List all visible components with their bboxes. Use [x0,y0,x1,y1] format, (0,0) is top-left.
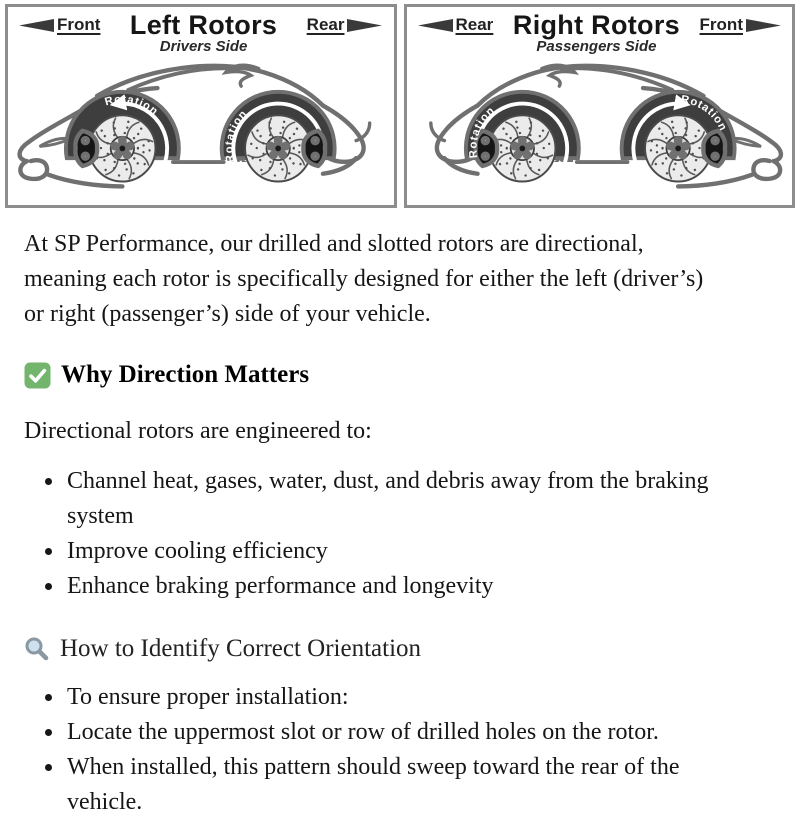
panel-title: Left Rotors [129,10,278,40]
left-rotors-panel [5,4,397,208]
right-panel-header [407,7,793,55]
intro-paragraph: At SP Performance, our drilled and slotted rotors are directional, meaning each rotor is specifically designed for either the left (driver’s) or right (passenger’s) side of your vehicle. [24,231,704,327]
front-direction-indicator [18,15,100,35]
list-item: • When installed, this pattern should sweep toward the rear of the vehicle. [65,750,720,820]
why-section-lead: Directional rotors are engineered to: [24,418,372,444]
rotor-direction-diagram [0,0,800,208]
rear-label: Rear [306,15,345,34]
right-car-illustration [407,53,793,201]
rear-direction-indicator [307,15,384,35]
arrow-right-icon [347,18,383,33]
rotation-label: Rotation [103,93,161,119]
magnifying-glass-icon [24,636,50,662]
section-title: Why Direction Matters [61,361,310,388]
arrow-left-icon [18,18,54,33]
panel-title: Right Rotors [512,10,680,40]
identify-orientation-heading [24,633,776,665]
arrow-right-icon [746,18,782,33]
right-rotors-panel [404,4,796,208]
list-item: • Improve cooling efficiency [65,534,720,569]
rotation-label: Rotation [679,93,729,134]
rotation-label: Rotation [466,104,497,159]
why-section-bullet-list [24,464,720,604]
left-panel-titles [130,11,277,55]
rear-label: Rear [455,15,494,34]
right-panel-titles [513,11,680,55]
why-direction-matters-heading [24,359,776,391]
check-mark-button-icon [24,362,51,389]
identify-section-bullet-list [24,680,720,820]
panel-subtitle: Drivers Side [159,38,248,56]
front-label: Front [57,15,101,34]
rear-direction-indicator [417,15,494,35]
front-direction-indicator [700,15,782,35]
front-label: Front [699,15,743,34]
list-item: • Locate the uppermost slot or row of drilled holes on the rotor. [65,715,720,750]
list-item: • To ensure proper installation: [65,680,720,715]
panel-subtitle: Passengers Side [536,38,657,56]
section-title: How to Identify Correct Orientation [60,635,422,662]
article-body [0,227,800,820]
left-car-illustration [8,53,394,201]
list-item: • Channel heat, gases, water, dust, and debris away from the braking system [65,464,720,534]
left-panel-header [8,7,394,55]
list-item: • Enhance braking performance and longevity [65,569,720,604]
arrow-left-icon [417,18,453,33]
rotation-label: Rotation [223,107,250,164]
